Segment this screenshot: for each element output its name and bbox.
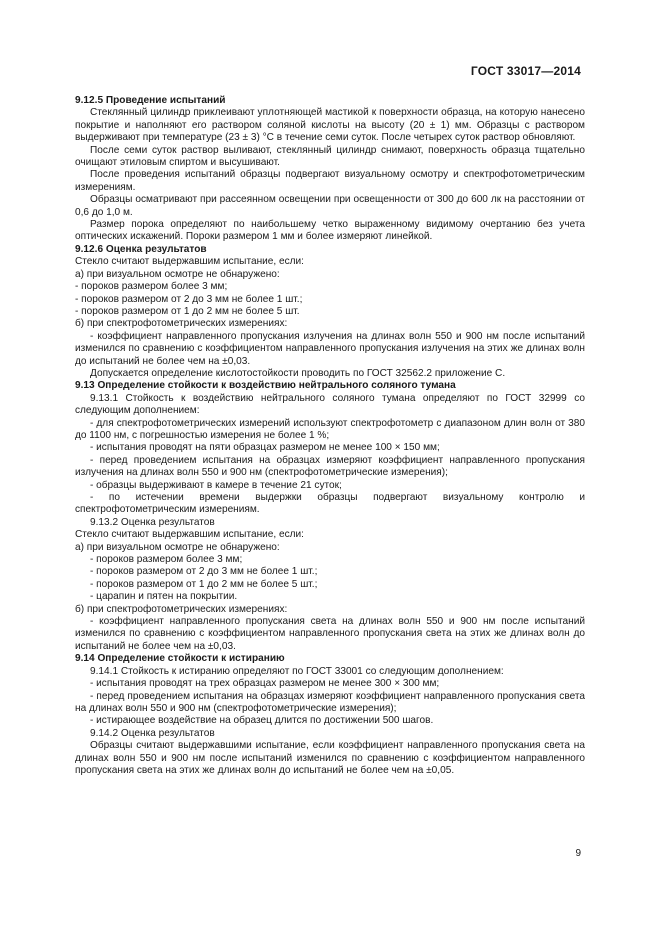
paragraph: 9.14.1 Стойкость к истиранию определяют по ГОСТ 33001 со следующим дополнением: (90, 665, 504, 677)
section-heading-9-12-5: 9.12.5 Проведение испытаний (75, 95, 226, 106)
paragraph: Образцы осматривают при рассеянном освещении при освещенности от 300 до 600 лк на расстоянии от 0,6 до 1,0 м. (75, 194, 585, 218)
list-item: - для спектрофотометрических измерений используют спектрофотометр с диапазоном длин волн от 380 до 1100 нм, с погрешностью измерения не более 1 %; (75, 417, 585, 441)
list-item: - по истечении времени выдержки образцы подвергают визуальному контролю и спектрофотометрическим измерениям. (75, 492, 585, 516)
document-header: ГОСТ 33017—2014 (470, 64, 581, 78)
list-item: а) при визуальном осмотре не обнаружено: (75, 541, 280, 553)
list-item: - перед проведением испытания на образцах измеряют коэффициент направленного пропускания света на длинах волн 550 и 900 нм (спектрофотометрические измерения); (75, 690, 585, 714)
section-heading-9-12-6: 9.12.6 Оценка результатов (75, 243, 207, 255)
subsection-heading-9-13-2: 9.13.2 Оценка результатов (90, 516, 215, 528)
list-item: - пороков размером более 3 мм; (90, 554, 243, 566)
list-item: - образцы выдерживают в камере в течение 21 суток; (90, 479, 342, 491)
paragraph: Стеклянный цилиндр приклеивают уплотняющей мастикой к поверхности образца, на которую нанесено покрытие и наполняют его раствором соляной кислоты на высоту (20 ± 1) мм. Образцы с раствором выдерживают при температуре (23 ± 3) °С в течение семи суток. После четырех суток раствор обновляют. (75, 107, 585, 144)
document-body (75, 95, 585, 777)
list-item: а) при визуальном осмотре не обнаружено: (75, 268, 280, 280)
paragraph: После семи суток раствор выливают, стеклянный цилиндр снимают, поверхность образца тщательно очищают этиловым спиртом и высушивают. (75, 144, 585, 169)
list-item: - царапин и пятен на покрытии. (90, 591, 238, 603)
paragraph: 9.13.1 Стойкость к воздействию нейтрального соляного тумана определяют по ГОСТ 32999 со следующим дополнением: (75, 392, 585, 417)
list-item: - пороков размером от 2 до 3 мм не более 1 шт.; (90, 566, 318, 578)
list-item: - пороков размером от 2 до 3 мм не более 1 шт.; (75, 293, 303, 305)
paragraph: Стекло считают выдержавшим испытание, если: (75, 529, 304, 541)
paragraph: Размер порока определяют по наибольшему четко выраженному видимому очертанию без учета оптических искажений. Пороки размером 1 мм и более измеряют линейкой. (75, 219, 585, 243)
list-item: - испытания проводят на трех образцах размером не менее 300 × 300 мм; (90, 678, 440, 690)
paragraph: После проведения испытаний образцы подвергают визуальному осмотру и спектрофотометрическим измерениям. (75, 169, 585, 193)
list-item: - пороков размером от 1 до 2 мм не более 5 шт. (75, 305, 300, 317)
list-item: б) при спектрофотометрических измерениях: (75, 603, 288, 615)
list-item: - истирающее воздействие на образец длится по достижении 500 шагов. (90, 715, 434, 727)
list-item: - пороков размером более 3 мм; (75, 281, 228, 293)
paragraph: Допускается определение кислотостойкости проводить по ГОСТ 32562.2 приложение С. (90, 367, 506, 379)
paragraph: Стекло считают выдержавшим испытание, если: (75, 256, 304, 268)
section-heading-9-14: 9.14 Определение стойкости к истиранию (75, 653, 285, 665)
list-item: - испытания проводят на пяти образцах размером не менее 100 × 150 мм; (90, 442, 440, 454)
list-item: б) при спектрофотометрических измерениях: (75, 318, 288, 330)
subsection-heading-9-14-2: 9.14.2 Оценка результатов (90, 727, 215, 739)
list-item: - коэффициент направленного пропускания излучения на длинах волн 550 и 900 нм после испытаний изменился по сравнению с коэффициентом направленного пропускания излучения на этих же длинах волн до испытаний не более чем на ±0,03. (75, 330, 585, 367)
list-item: - перед проведением испытания на образцах измеряют коэффициент направленного пропускания излучения на длинах волн 550 и 900 нм (спектрофотометрические измерения); (75, 454, 585, 479)
section-heading-9-13: 9.13 Определение стойкости к воздействию нейтрального соляного тумана (75, 380, 456, 392)
list-item: - пороков размером от 1 до 2 мм не более 5 шт.; (90, 578, 318, 590)
list-item: - коэффициент направленного пропускания света на длинах волн 550 и 900 нм после испытаний изменился по сравнению с коэффициентом направленного пропускания света на этих же длинах волн до испытаний не более чем на ±0,03. (75, 616, 585, 652)
page-number: 9 (575, 848, 581, 859)
paragraph: Образцы считают выдержавшими испытание, если коэффициент направленного пропускания света на длинах волн 550 и 900 нм после испытаний изменился по сравнению с коэффициентом направленного пропускания света на этих же длинах волн до испытаний не более чем на ±0,05. (75, 740, 585, 776)
